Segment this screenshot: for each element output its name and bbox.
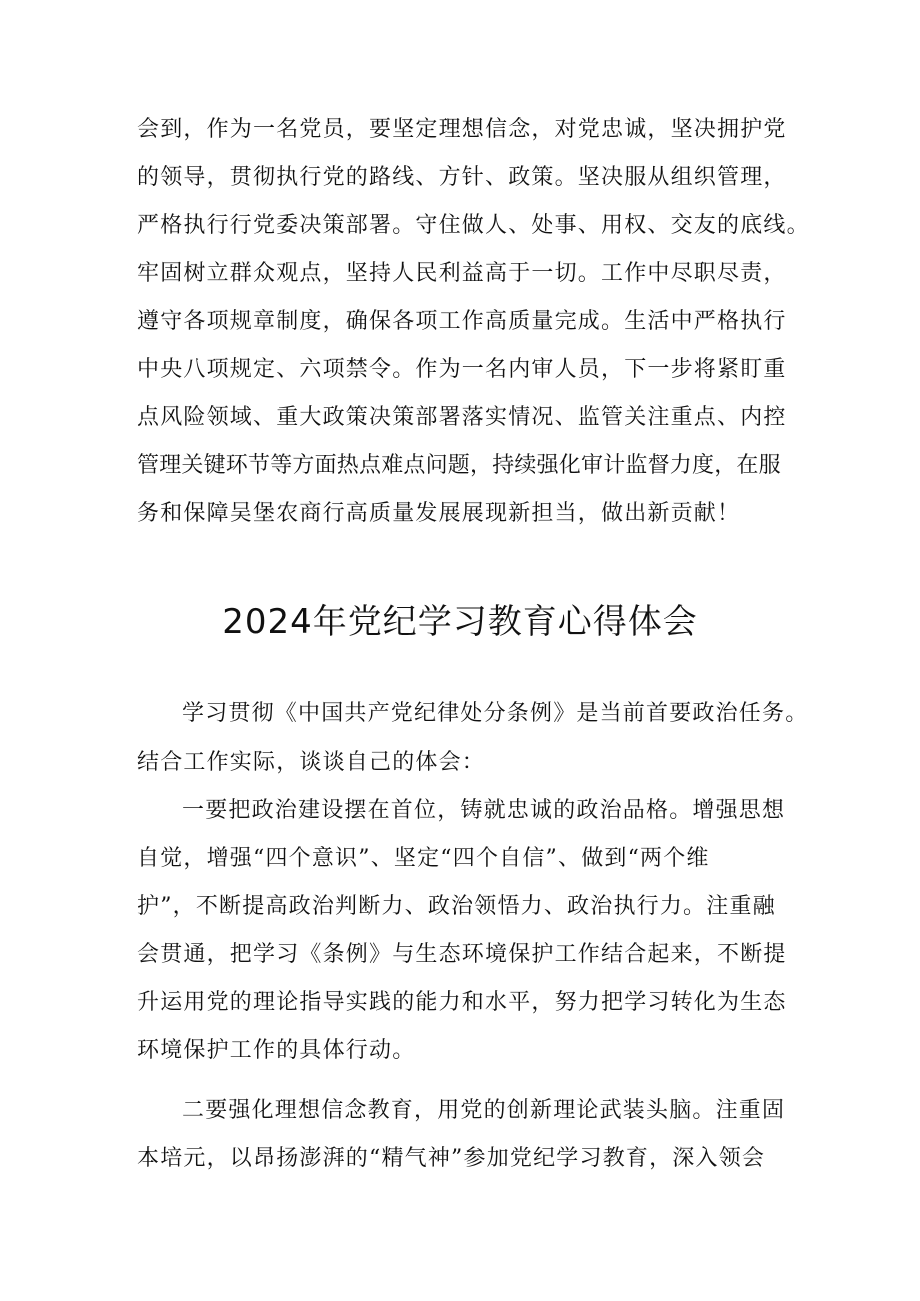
- paragraph-line: 中央八项规定、六项禁令。作为一名内审人员，下一步将紧盯重: [137, 357, 787, 382]
- paragraph-line: 学习贯彻《中国共产党纪律处分条例》是当前首要政治任务。: [182, 701, 809, 726]
- paragraph-line: 管理关键环节等方面热点难点问题，持续强化审计监督力度，在服: [137, 453, 781, 478]
- paragraph-line: 升运用党的理论指导实践的能力和水平，努力把学习转化为生态: [137, 990, 787, 1015]
- paragraph-line: 结合工作实际，谈谈自己的体会：: [137, 750, 486, 775]
- paragraph-line: 的领导，贯彻执行党的路线、方针、政策。坚决服从组织管理，: [137, 165, 787, 190]
- paragraph-line: 本培元，以昂扬澎湃的“精气神”参加党纪学习教育，深入领会: [137, 1146, 766, 1171]
- paragraph-line: 一要把政治建设摆在首位，铸就忠诚的政治品格。增强思想: [182, 798, 786, 823]
- paragraph-line: 会贯通，把学习《条例》与生态环境保护工作结合起来，不断提: [137, 942, 787, 967]
- paragraph-line: 环境保护工作的具体行动。: [137, 1038, 416, 1063]
- paragraph-line: 遵守各项规章制度，确保各项工作高质量完成。生活中严格执行: [137, 309, 787, 334]
- paragraph-line: 牢固树立群众观点，坚持人民利益高于一切。工作中尽职尽责，: [137, 261, 787, 286]
- paragraph-line: 点风险领域、重大政策决策部署落实情况、监管关注重点、内控: [137, 405, 787, 430]
- paragraph-line: 严格执行行党委决策部署。守住做人、处事、用权、交友的底线。: [137, 213, 810, 238]
- paragraph-line: 会到，作为一名党员，要坚定理想信念，对党忠诚，坚决拥护党: [137, 117, 787, 142]
- paragraph-line: 务和保障吴堡农商行高质量发展展现新担当，做出新贡献！: [137, 501, 741, 526]
- document-title: 2024年党纪学习教育心得体会: [222, 602, 698, 642]
- paragraph-line: 护”，不断提高政治判断力、政治领悟力、政治执行力。注重融: [137, 894, 776, 919]
- paragraph-line: 自觉，增强“四个意识”、坚定“四个自信”、做到“两个维: [137, 846, 710, 871]
- paragraph-line: 二要强化理想信念教育，用党的创新理论武装头脑。注重固: [182, 1098, 786, 1123]
